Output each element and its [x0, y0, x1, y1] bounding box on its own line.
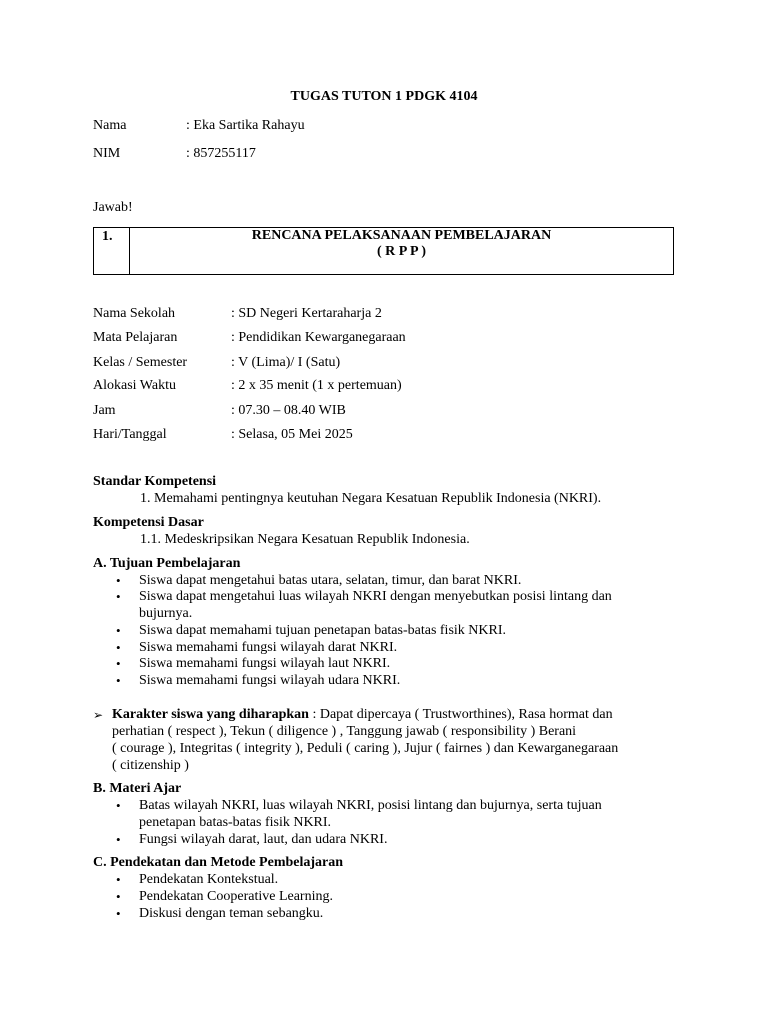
bullet-icon: • [116, 623, 121, 638]
bullet-icon: • [116, 832, 121, 847]
list-item: Siswa memahami fungsi wilayah darat NKRI. [139, 640, 398, 655]
pendekatan-heading: C. Pendekatan dan Metode Pembelajaran [93, 855, 344, 870]
standar-text: 1. Memahami pentingnya keutuhan Negara Kesatuan Republik Indonesia (NKRI). [140, 491, 602, 506]
list-item: Batas wilayah NKRI, luas wilayah NKRI, posisi lintang dan bujurnya, serta tujuan [139, 798, 602, 813]
answer-label: Jawab! [93, 200, 133, 215]
info-label: Alokasi Waktu [93, 378, 176, 393]
list-item: Diskusi dengan teman sebangku. [139, 906, 324, 921]
info-value: : Pendidikan Kewarganegaraan [231, 330, 406, 345]
karakter-line3: ( courage ), Integritas ( integrity ), Peduli ( caring ), Jujur ( fairnes ) dan Kewarganegaraan [112, 741, 619, 756]
bullet-icon: • [116, 872, 121, 887]
karakter-line2: perhatian ( respect ), Tekun ( diligence ) , Tanggung jawab ( responsibility ) Berani [112, 724, 577, 739]
bullet-icon: • [116, 798, 121, 813]
standar-heading: Standar Kompetensi [93, 474, 217, 489]
bullet-icon: • [116, 889, 121, 904]
info-label: Mata Pelajaran [93, 330, 178, 345]
info-label: Kelas / Semester [93, 355, 188, 370]
info-label: Hari/Tanggal [93, 427, 167, 442]
materi-heading: B. Materi Ajar [93, 781, 182, 796]
rpp-title-line1: RENCANA PELAKSANAAN PEMBELAJARAN [251, 228, 552, 243]
karakter-line1 [112, 706, 613, 723]
list-item: Pendekatan Cooperative Learning. [139, 889, 333, 904]
bullet-icon: • [116, 673, 121, 688]
list-item: Siswa dapat mengetahui batas utara, selatan, timur, dan barat NKRI. [139, 573, 522, 588]
kompetensi-heading: Kompetensi Dasar [93, 515, 204, 530]
rpp-title-line2: ( R P P ) [377, 244, 426, 259]
kompetensi-text: 1.1. Medeskripsikan Negara Kesatuan Republik Indonesia. [140, 532, 470, 547]
rpp-number: 1. [102, 229, 113, 244]
info-value: : 07.30 – 08.40 WIB [231, 403, 346, 418]
list-item-continuation: penetapan batas-batas fisik NKRI. [139, 815, 332, 830]
info-label: Nama Sekolah [93, 306, 176, 321]
name-value: : Eka Sartika Rahayu [186, 118, 305, 133]
name-label: Nama [93, 118, 127, 133]
info-value: : V (Lima)/ I (Satu) [231, 355, 341, 370]
rpp-title [130, 228, 673, 260]
nim-label: NIM [93, 146, 121, 161]
bullet-icon: • [116, 656, 121, 671]
arrow-bullet-icon: ➢ [93, 708, 104, 722]
list-item: Siswa memahami fungsi wilayah udara NKRI. [139, 673, 401, 688]
document-title: TUGAS TUTON 1 PDGK 4104 [290, 89, 478, 104]
list-item-continuation: bujurnya. [139, 606, 193, 621]
list-item: Pendekatan Kontekstual. [139, 872, 279, 887]
info-value: : SD Negeri Kertaraharja 2 [231, 306, 382, 321]
nim-value: : 857255117 [186, 146, 256, 161]
info-value: : 2 x 35 menit (1 x pertemuan) [231, 378, 402, 393]
bullet-icon: • [116, 640, 121, 655]
info-label: Jam [93, 403, 116, 418]
karakter-line4: ( citizenship ) [112, 758, 189, 773]
list-item: Siswa memahami fungsi wilayah laut NKRI. [139, 656, 391, 671]
karakter-label: Karakter siswa yang diharapkan [112, 707, 309, 722]
bullet-icon: • [116, 573, 121, 588]
rpp-table [93, 227, 674, 275]
karakter-text: : Dapat dipercaya ( Trustworthines), Rasa hormat dan [308, 707, 613, 722]
list-item: Fungsi wilayah darat, laut, dan udara NKRI. [139, 832, 388, 847]
bullet-icon: • [116, 589, 121, 604]
tujuan-heading: A. Tujuan Pembelajaran [93, 556, 241, 571]
info-value: : Selasa, 05 Mei 2025 [231, 427, 353, 442]
bullet-icon: • [116, 906, 121, 921]
list-item: Siswa dapat memahami tujuan penetapan batas-batas fisik NKRI. [139, 623, 507, 638]
list-item: Siswa dapat mengetahui luas wilayah NKRI dengan menyebutkan posisi lintang dan [139, 589, 612, 604]
